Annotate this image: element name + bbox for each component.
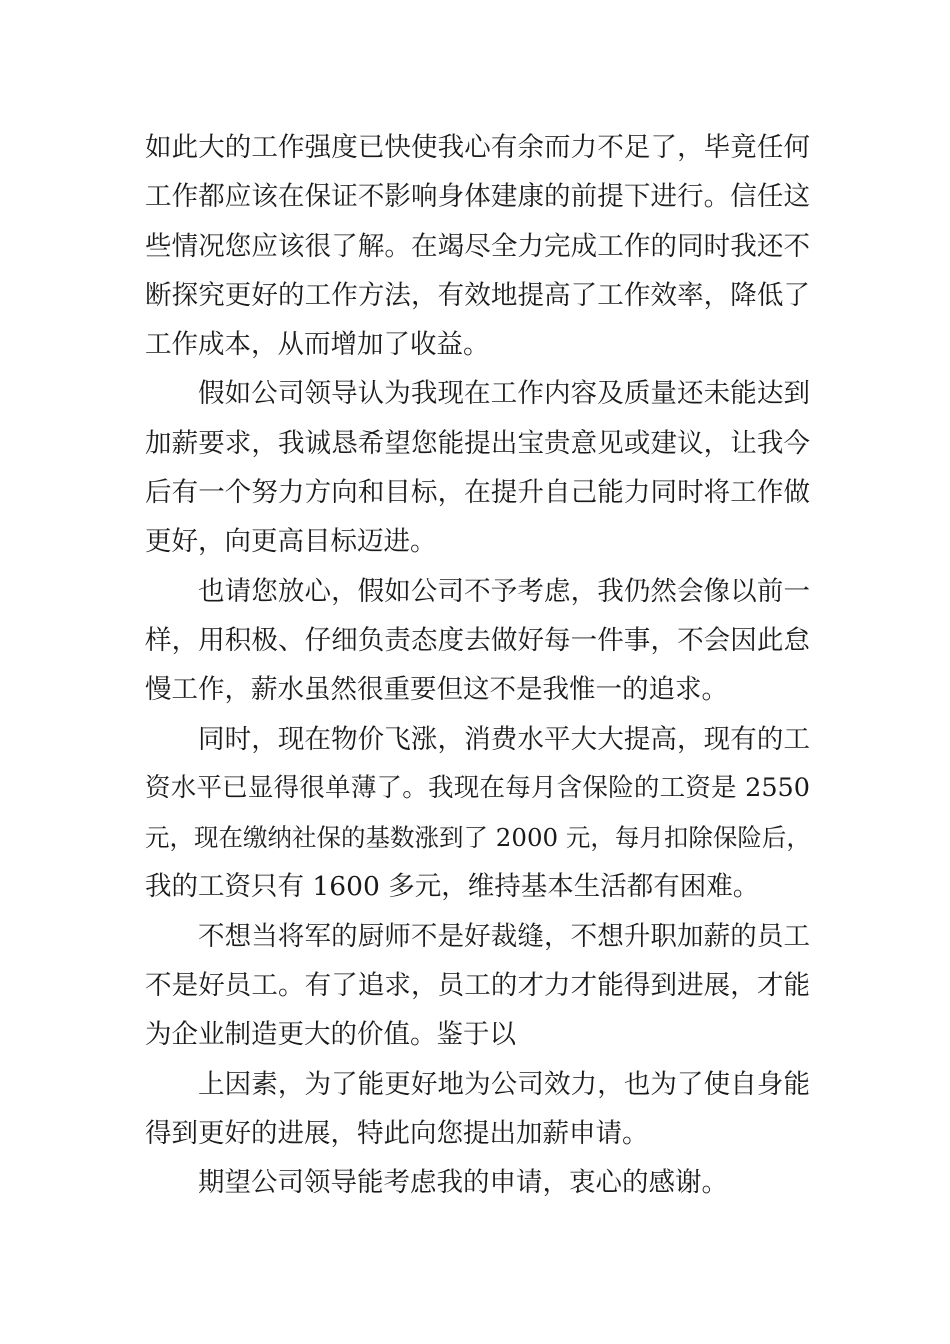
text-line: 些情况您应该很了解。在竭尽全力完成工作的同时我还不: [145, 230, 810, 262]
text-line: 加薪要求，我诚恳希望您能提出宝贵意见或建议，让我今: [145, 427, 810, 459]
text-line: 我的工资只有 1600 多元，维持基本生活都有困难。: [145, 871, 760, 903]
text-line: 不是好员工。有了追求，员工的才力才能得到进展，才能: [145, 970, 810, 1002]
text-line: 同时，现在物价飞涨，消费水平大大提高，现有的工: [198, 723, 810, 755]
text-line: 上因素，为了能更好地为公司效力，也为了使自身能: [198, 1068, 810, 1100]
text-line: 期望公司领导能考虑我的申请，衷心的感谢。: [198, 1167, 728, 1199]
text-line: 也请您放心，假如公司不予考虑，我仍然会像以前一: [198, 575, 810, 607]
text-line: 慢工作，薪水虽然很重要但这不是我惟一的追求。: [145, 674, 728, 706]
text-line: 样，用积极、仔细负责态度去做好每一件事，不会因此怠: [145, 624, 810, 656]
document-body: [145, 123, 810, 1208]
text-line: 更好，向更高目标迈进。: [145, 526, 437, 558]
text-line: 如此大的工作强度已快使我心有余而力不足了，毕竟任何: [145, 132, 810, 163]
text-line: 后有一个努力方向和目标，在提升自己能力同时将工作做: [145, 477, 810, 509]
text-line: 不想当将军的厨师不是好裁缝，不想升职加薪的员工: [198, 920, 810, 952]
text-line: 断探究更好的工作方法，有效地提高了工作效率，降低了: [145, 279, 810, 311]
text-line: 元，现在缴纳社保的基数涨到了 2000 元，每月扣除保险后，: [145, 823, 811, 853]
text-line: 为企业制造更大的价值。鉴于以: [145, 1019, 516, 1051]
text-line: 资水平已显得很单薄了。我现在每月含保险的工资是 2550: [145, 772, 810, 803]
text-line: 工作都应该在保证不影响身体建康的前提下进行。信任这: [145, 181, 810, 213]
text-line: 假如公司领导认为我现在工作内容及质量还未能达到: [198, 378, 810, 410]
text-line: 得到更好的进展，特此向您提出加薪申请。: [145, 1117, 649, 1149]
text-line: 工作成本，从而增加了收益。: [145, 329, 490, 361]
